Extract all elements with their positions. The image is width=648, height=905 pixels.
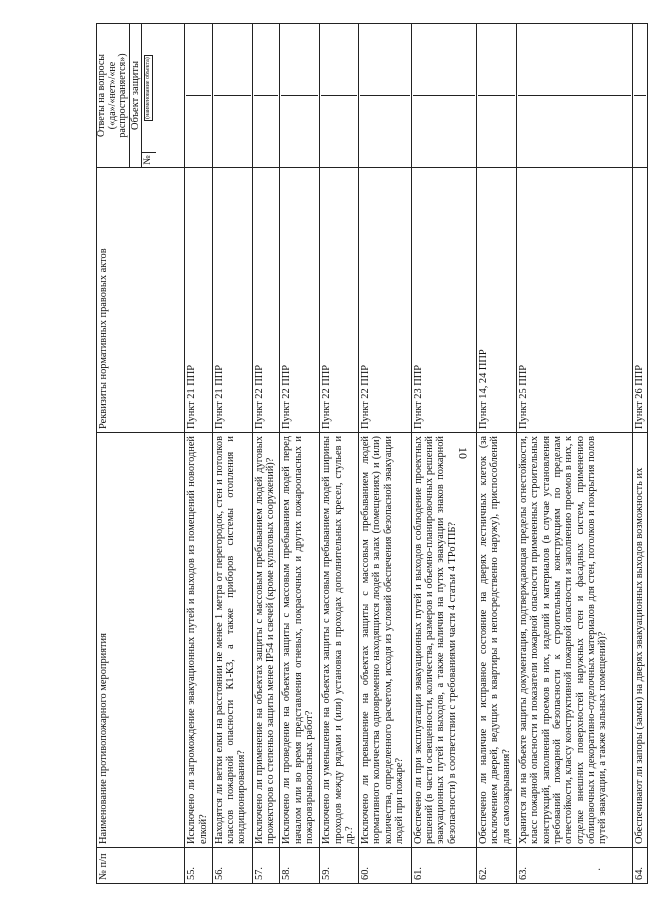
table-row bbox=[212, 24, 252, 884]
page-number: 10 bbox=[456, 447, 470, 459]
header-object: Объект защиты bbox=[129, 24, 141, 167]
header-requisites: Реквизиты нормативных правовых актов bbox=[97, 168, 185, 433]
row-number: 60. bbox=[359, 848, 412, 884]
rotated-page-content bbox=[96, 24, 648, 884]
row-text: Исключено ли загромождение эвакуационных путей и выходов из помещений новогодней елкой? bbox=[185, 433, 212, 848]
footer-mark: . bbox=[598, 862, 601, 873]
row-answer[interactable] bbox=[320, 24, 359, 168]
header-answers-label: Ответы на вопросы («да»/«нет»/«не распространяется») bbox=[96, 53, 128, 138]
row-requisites: Пункт 21 ППР bbox=[212, 168, 252, 433]
table-header bbox=[97, 24, 185, 884]
row-requisites: Пункт 21 ППР bbox=[185, 168, 212, 433]
row-number: 55. bbox=[185, 848, 212, 884]
row-requisites: Пункт 22 ППР bbox=[280, 168, 320, 433]
row-text: Обеспечивают ли запоры (замки) на дверях эвакуационных выходов возможность их bbox=[632, 433, 647, 848]
row-answer[interactable] bbox=[212, 24, 252, 168]
row-answer[interactable] bbox=[632, 24, 647, 168]
row-requisites: Пункт 14, 24 ППР bbox=[477, 168, 517, 433]
row-answer[interactable] bbox=[477, 24, 517, 168]
row-number: 64. bbox=[632, 848, 647, 884]
row-number: 61. bbox=[411, 848, 476, 884]
table-row bbox=[411, 24, 476, 884]
table-row bbox=[632, 24, 647, 884]
table-row bbox=[185, 24, 212, 884]
row-requisites: Пункт 23 ППР bbox=[411, 168, 476, 433]
header-answers bbox=[97, 24, 185, 168]
checklist-table bbox=[96, 23, 648, 884]
header-object-row bbox=[141, 24, 156, 167]
row-answer[interactable] bbox=[280, 24, 320, 168]
table-row bbox=[517, 24, 633, 884]
table-row bbox=[252, 24, 279, 884]
row-requisites: Пункт 22 ППР bbox=[252, 168, 279, 433]
row-text: Исключено ли превышение на объектах защиты с массовым пребыванием людей нормативного количества одновременно находящихся людей в залах (помещениях) и (или) количества, определенного расчетом, исходя из условий обеспечения безопасной эвакуации людей при пожаре? bbox=[359, 433, 412, 848]
row-number: 57. bbox=[252, 848, 279, 884]
header-object-num: № bbox=[142, 152, 156, 167]
row-number: 62. bbox=[477, 848, 517, 884]
header-num: № п/п bbox=[97, 848, 185, 884]
row-requisites: Пункт 22 ППР bbox=[359, 168, 412, 433]
table-row bbox=[320, 24, 359, 884]
row-text: Обеспечено ли при эксплуатации эвакуационных путей и выходов соблюдение проектных решений (в части освещенности, количества, размеров и объемно-планировочных решений эвакуационных путей и выходов, а также наличия на путях эвакуации знаков пожарной безопасности) в соответствии с требованиями части 4 статьи 4 ТРоТПБ? bbox=[411, 433, 476, 848]
row-answer[interactable] bbox=[411, 24, 476, 168]
row-answer[interactable] bbox=[517, 24, 633, 168]
table-row bbox=[477, 24, 517, 884]
table-row bbox=[359, 24, 412, 884]
row-answer[interactable] bbox=[185, 24, 212, 168]
row-answer[interactable] bbox=[252, 24, 279, 168]
row-text: Хранится ли на объекте защиты документация, подтверждающая пределы огнестойкости, класс пожарной опасности и показатели пожарной опасности примененных строительных конструкций, заполнений проемов в них, изделий и материалов (в случае установления требований пожарной безопасности к строительным конструкциям по пределам огнестойкости, классу конструктивной пожарной опасности и заполнению проемов в них, к отделке внешних поверхностей наружных стен и фасадных систем, применению облицовочных и декоративно-отделочных материалов для стен, потолков и покрытия полов путей эвакуации, а также зальных помещений)? bbox=[517, 433, 633, 848]
row-text: Исключено ли применение на объектах защиты с массовым пребыванием людей дуговых прожекторов со степенью защиты менее IP54 и свечей (кроме культовых сооружений)? bbox=[252, 433, 279, 848]
row-text: Находятся ли ветки елки на расстоянии не менее 1 метра от перегородок, стен и потолков классов пожарной опасности К1-К3, а также приборов системы отопления и кондиционирования? bbox=[212, 433, 252, 848]
row-text: Исключено ли уменьшение на объектах защиты с массовым пребыванием людей ширины проходов между рядами и (или) установка в проходах дополнительных кресел, стульев и др.? bbox=[320, 433, 359, 848]
header-object-name: (наименование объекта) bbox=[145, 57, 152, 119]
header-measure: Наименование противопожарного мероприятия bbox=[97, 433, 185, 848]
row-requisites: Пункт 22 ППР bbox=[320, 168, 359, 433]
table-row bbox=[280, 24, 320, 884]
row-requisites: Пункт 26 ППР bbox=[632, 168, 647, 433]
row-requisites: Пункт 25 ППР bbox=[517, 168, 633, 433]
row-answer[interactable] bbox=[359, 24, 412, 168]
row-number: 63. bbox=[517, 848, 633, 884]
row-number: 59. bbox=[320, 848, 359, 884]
row-text: Обеспечено ли наличие и исправное состояние на дверях лестничных клеток (за исключением дверей, ведущих в квартиры и непосредственно наружу), приспособлений для самозакрывания? bbox=[477, 433, 517, 848]
row-number: 56. bbox=[212, 848, 252, 884]
row-number: 58. bbox=[280, 848, 320, 884]
row-text: Исключено ли проведение на объектах защиты с массовым пребыванием людей перед началом или во время представления огневых, покрасочных и других пожароопасных и пожаровзрывоопасных работ? bbox=[280, 433, 320, 848]
